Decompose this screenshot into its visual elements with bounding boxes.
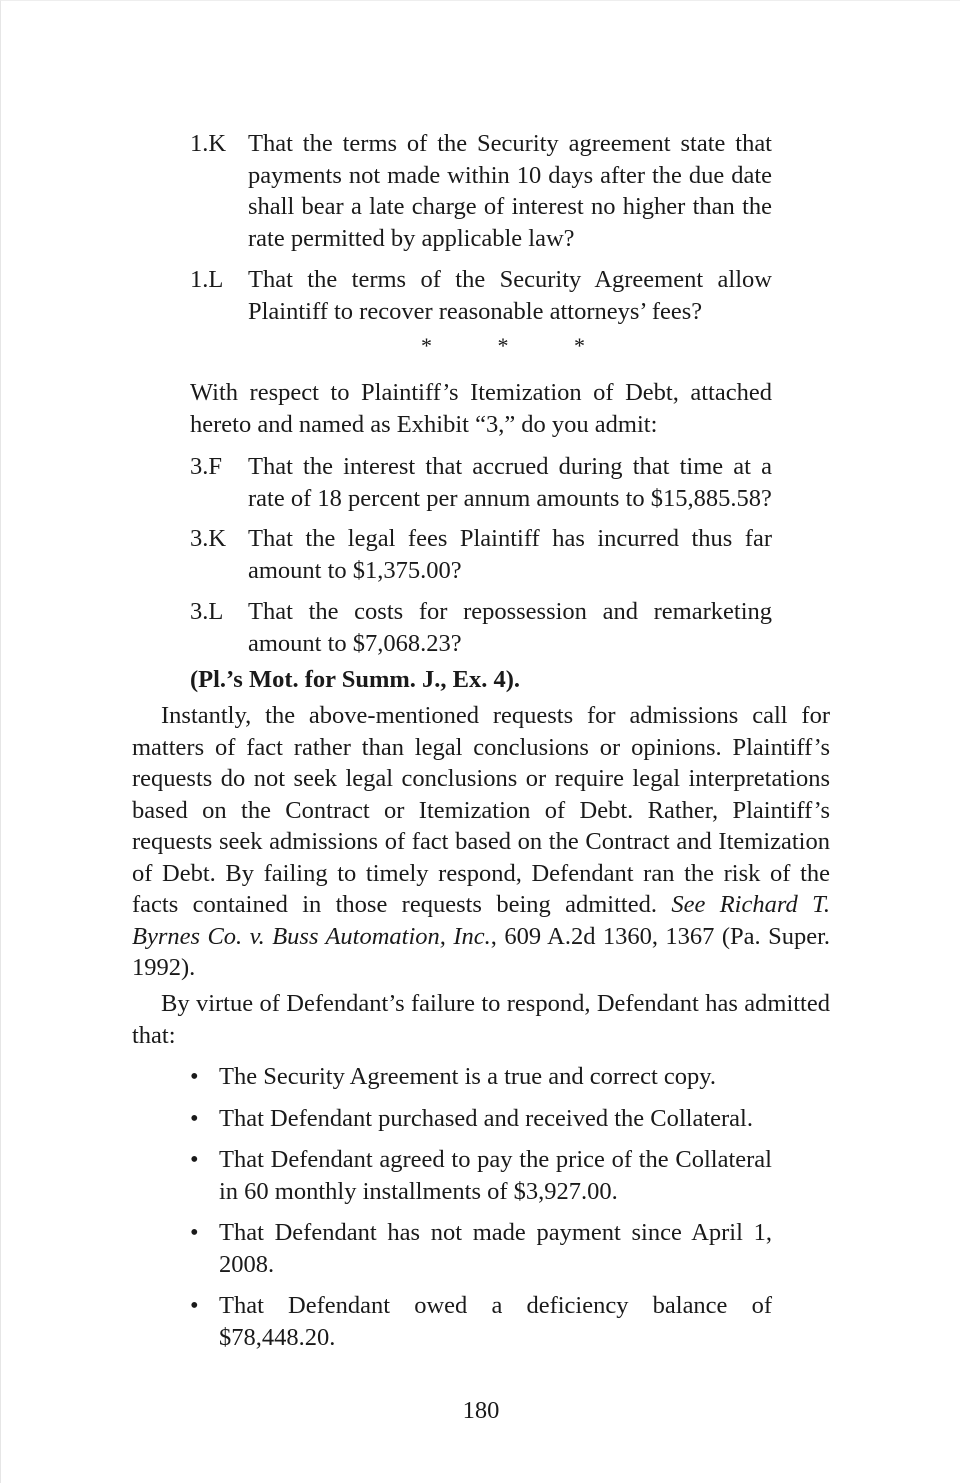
list-item: • That Defendant agreed to pay the price of the Collateral in 60 monthly installments of $3,927.00. [190, 1146, 772, 1205]
request-text: That the terms of the Security Agreement allow Plaintiff to recover reasonable attorneys’ fees? [248, 266, 772, 325]
request-text: That the costs for repossession and remarketing amount to $7,068.23? [248, 598, 772, 657]
admissions-intro: By virtue of Defendant’s failure to respond, Defendant has admitted that: [132, 990, 830, 1049]
request-number: 1.L [190, 266, 224, 293]
request-item-3l [190, 596, 772, 659]
request-text: That the interest that accrued during that time at a rate of 18 percent per annum amounts to $15,885.58? [248, 453, 772, 512]
request-item-3k [190, 523, 772, 586]
exhibit-intro: With respect to Plaintiff’s Itemization of Debt, attached hereto and named as Exhibit “3,” do you admit: [190, 379, 772, 438]
request-number: 3.K [190, 525, 227, 552]
bullet-icon: • [190, 1063, 199, 1090]
request-number: 3.L [190, 598, 224, 625]
body-paragraph [132, 700, 830, 984]
request-text: That the terms of the Security agreement state that payments not made within 10 days after the due date shall bear a late charge of interest no higher than the rate permitted by applicable law? [248, 130, 772, 252]
request-item-1k [190, 128, 772, 254]
request-number: 1.K [190, 130, 227, 157]
paragraph-text: Instantly, the above-mentioned requests for admissions call for matters of fact rather than legal conclusions or opinions. Plaintiff’s requests do not seek legal conclusions or require legal interpretations based on the Contract or Itemization of Debt. Rather, Plaintiff’s requests seek admissions of fact based on the Contract and Itemization of Debt. By failing to timely respond, Defendant ran the risk of the facts contained in those requests being admitted. [132, 702, 830, 918]
page-number: 180 [462, 1397, 500, 1424]
request-text: That the legal fees Plaintiff has incurred thus far amount to $1,375.00? [248, 525, 772, 584]
list-item: • The Security Agreement is a true and correct copy. [190, 1061, 772, 1093]
request-item-3f [190, 451, 772, 514]
bullet-icon: • [190, 1104, 199, 1132]
request-number: 3.F [190, 453, 223, 480]
section-separator: * * * [421, 333, 615, 358]
bullet-icon: • [190, 1146, 199, 1173]
request-item-1l [190, 264, 772, 327]
list-item: • That Defendant has not made payment since April 1, 2008. [190, 1219, 772, 1278]
case-citation: , 609 A.2d 1360, 1367 (Pa. Super. 1992). [132, 922, 830, 981]
bullet-icon: • [190, 1292, 199, 1319]
case-name: Richard T. Byrnes Co. v. Buss Automation, Inc. [132, 891, 830, 950]
citation: (Pl.’s Mot. for Summ. J., Ex. 4). [190, 666, 521, 693]
admissions-list [190, 1061, 772, 1353]
list-item: • That Defendant purchased and received the Collateral. [190, 1103, 772, 1135]
list-item: • That Defendant owed a deficiency balance of $78,448.20. [190, 1292, 772, 1351]
signal-see: See [671, 891, 706, 918]
bullet-icon: • [190, 1219, 199, 1246]
